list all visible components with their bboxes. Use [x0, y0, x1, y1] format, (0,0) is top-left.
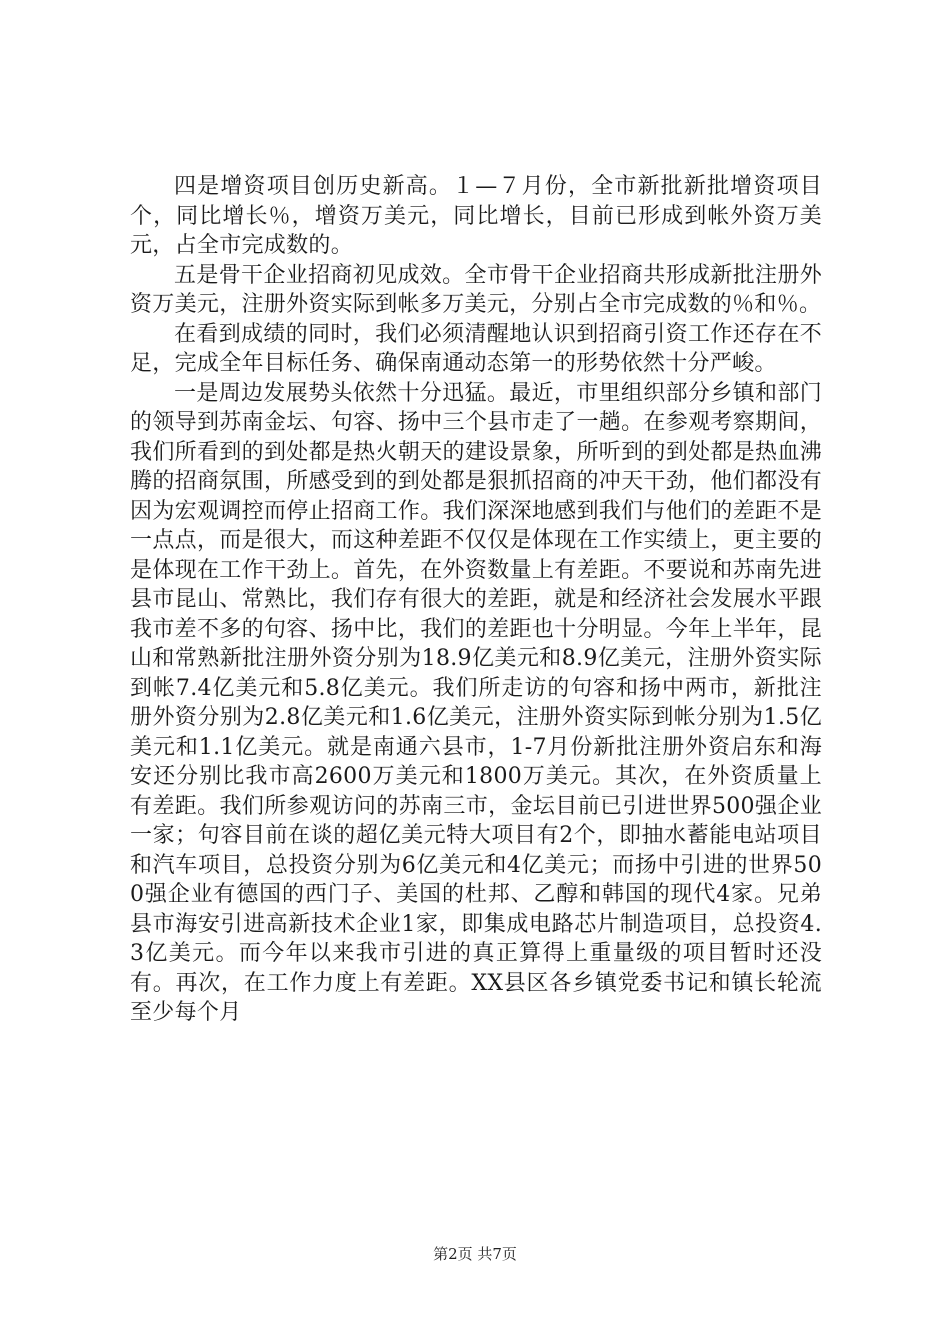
paragraph-key-enterprises: 五是骨干企业招商初见成效。全市骨干企业招商共形成新批注册外资万美元，注册外资实际到帐多万美元，分别占全市完成数的％和％。: [130, 262, 822, 317]
page-footer: 第2页 共7页: [433, 1245, 517, 1263]
paragraph-regional-comparison: 一是周边发展势头依然十分迅猛。最近，市里组织部分乡镇和部门的领导到苏南金坛、句容、扬中三个县市走了一趟。在参观考察期间，我们所看到的到处都是热火朝天的建设景象，所听到的到处都是热血沸腾的招商氛围，所感受到的到处都是狠抓招商的冲天干劲，他们都没有因为宏观调控而停止招商工作。我们深深地感到我们与他们的差距不是一点点，而是很大，而这种差距不仅仅是体现在工作实绩上，更主要的是体现在工作干劲上。首先，在外资数量上有差距。不要说和苏南先进县市昆山、常熟比，我们存有很大的差距，就是和经济社会发展水平跟我市差不多的句容、扬中比，我们的差距也十分明显。今年上半年，昆山和常熟新批注册外资分别为18.9亿美元和8.9亿美元，注册外资实际到帐7.4亿美元和5.8亿美元。我们所走访的句容和扬中两市，新批注册外资分别为2.8亿美元和1.6亿美元，注册外资实际到帐分别为1.5亿美元和1.1亿美元。就是南通六县市，1-7月份新批注册外资启东和海安还分别比我市高2600万美元和1800万美元。其次，在外资质量上有差距。我们所参观访问的苏南三市，金坛目前已引进世界500强企业一家；句容目前在谈的超亿美元特大项目有2个，即抽水蓄能电站项目和汽车项目，总投资分别为6亿美元和4亿美元；而扬中引进的世界500强企业有德国的西门子、美国的杜邦、乙醇和韩国的现代4家。兄弟县市海安引进高新技术企业1家，即集成电路芯片制造项目，总投资4.3亿美元。而今年以来我市引进的真正算得上重量级的项目暂时还没有。再次，在工作力度上有差距。XX县区各乡镇党委书记和镇长轮流至少每个月: [130, 380, 822, 1025]
paragraph-capital-increase: 四是增资项目创历史新高。１—７月份，全市新批新批增资项目个，同比增长％，增资万美元，同比增长，目前已形成到帐外资万美元，占全市完成数的。: [130, 174, 822, 258]
paragraph-shortcomings: 在看到成绩的同时，我们必须清醒地认识到招商引资工作还存在不足，完成全年目标任务、确保南通动态第一的形势依然十分严峻。: [130, 321, 822, 376]
document-body: [130, 172, 822, 1028]
